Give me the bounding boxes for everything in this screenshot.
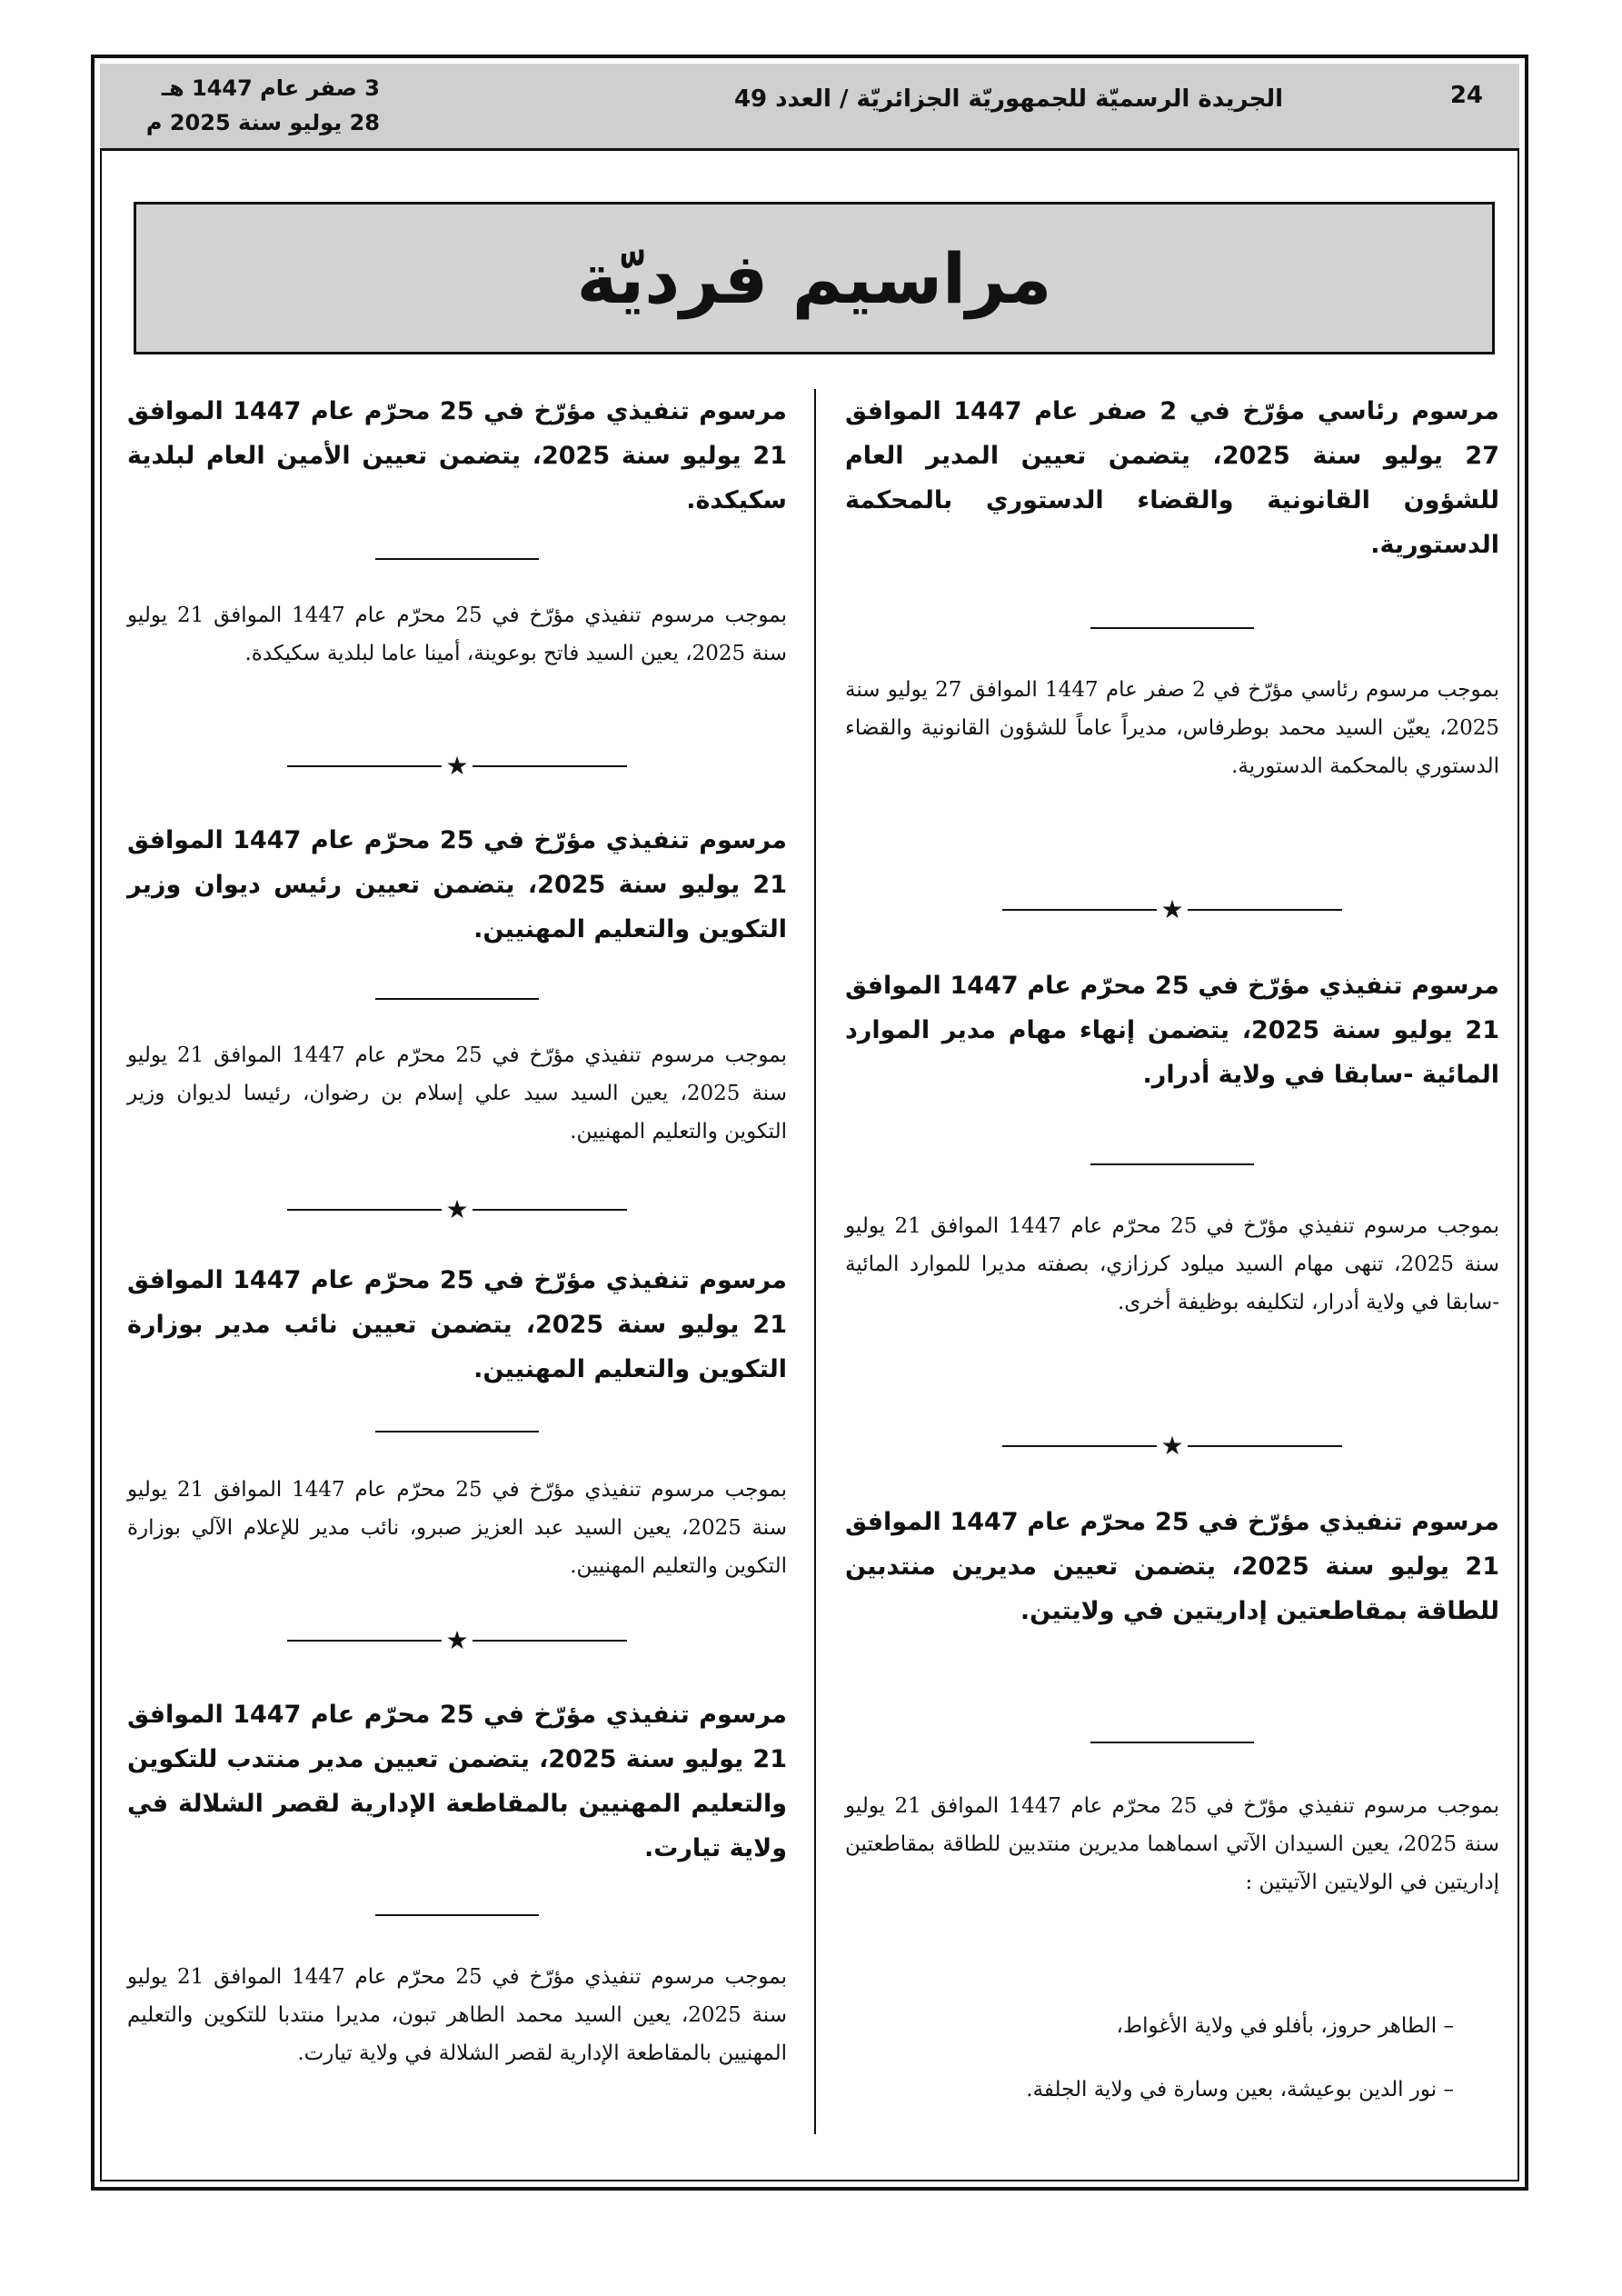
star-icon: ★: [445, 1625, 469, 1655]
decree-6-body: [127, 1471, 787, 1585]
decree-5: [127, 818, 787, 952]
short-rule: [1090, 1163, 1254, 1165]
short-rule-7: [127, 1914, 787, 1916]
decree-body: بموجب مرسوم تنفيذي مؤرّخ في 25 محرّم عام 1447 الموافق 21 يوليو سنة 2025، يعين السيد فاتح بوعوينة، أمينا عاما لبلدية سكيكدة.: [127, 604, 787, 665]
decree-2: [845, 963, 1499, 1097]
page-header: [100, 64, 1519, 151]
decree-1-body: [845, 671, 1499, 785]
star-icon: ★: [1160, 1431, 1184, 1461]
decree-body: بموجب مرسوم تنفيذي مؤرّخ في 25 محرّم عام 1447 الموافق 21 يوليو سنة 2025، يعين السيدان الآتي اسماهما مديرين منتدبين للطاقة بمقاطعتين إداريتين في الولايتين الآتيتين :: [845, 1794, 1500, 1894]
decree-body: بموجب مرسوم تنفيذي مؤرّخ في 25 محرّم عام 1447 الموافق 21 يوليو سنة 2025، تنهى مهام السيد ميلود كرزازي، بصفته مديرا للموارد المائية -سابقا في ولاية أدرار، لتكليفه بوظيفة أخرى.: [845, 1214, 1500, 1314]
section-title: مراسيم فرديّة: [576, 237, 1052, 319]
short-rule: [1090, 1742, 1254, 1743]
star-icon: ★: [1160, 894, 1184, 924]
short-rule: [375, 558, 539, 560]
short-rule-5: [127, 998, 787, 1000]
star-separator-5: [127, 1627, 787, 1654]
decree-1: [845, 389, 1499, 567]
decree-5-body: [127, 1036, 787, 1151]
star-separator-3: [127, 753, 787, 780]
short-rule-3: [845, 1742, 1499, 1743]
short-rule-6: [127, 1431, 787, 1433]
decree-title: مرسوم تنفيذي مؤرّخ في 25 محرّم عام 1447 الموافق 21 يوليو سنة 2025، يتضمن تعيين رئيس ديوان وزير التكوين والتعليم المهنيين.: [127, 826, 787, 943]
decree-body: بموجب مرسوم تنفيذي مؤرّخ في 25 محرّم عام 1447 الموافق 21 يوليو سنة 2025، يعين السيد عبد العزيز صبرو، نائب مدير للإعلام الآلي بوزارة التكوين والتعليم المهنيين.: [127, 1478, 787, 1578]
star-separator-1: [845, 896, 1499, 923]
list-item: – نور الدين بوعيشة، بعين وسارة في ولاية الجلفة.: [1026, 2078, 1454, 2101]
date-gregorian: 28 يوليو سنة 2025 م: [145, 110, 380, 135]
separator-line: [1002, 1445, 1157, 1447]
decree-title: مرسوم تنفيذي مؤرّخ في 25 محرّم عام 1447 الموافق 21 يوليو سنة 2025، يتضمن إنهاء مهام مدير الموارد المائية -سابقا في ولاية أدرار.: [845, 972, 1499, 1089]
decree-title: مرسوم تنفيذي مؤرّخ في 25 محرّم عام 1447 الموافق 21 يوليو سنة 2025، يتضمن تعيين الأمين العام لبلدية سكيكدة.: [127, 397, 787, 514]
list-item: – الطاهر حروز، بأفلو في ولاية الأغواط،: [1116, 2014, 1454, 2038]
decree-4-body: [127, 596, 787, 673]
star-separator-2: [845, 1433, 1499, 1460]
decree-4: [127, 389, 787, 523]
decree-body: بموجب مرسوم رئاسي مؤرّخ في 2 صفر عام 1447 الموافق 27 يوليو سنة 2025، يعيّن السيد محمد بوطرفاس، مديراً عاماً للشؤون القانونية والقضاء الدستوري بالمحكمة الدستورية.: [845, 678, 1500, 778]
short-rule: [1090, 627, 1254, 629]
decree-title: مرسوم تنفيذي مؤرّخ في 25 محرّم عام 1447 الموافق 21 يوليو سنة 2025، يتضمن تعيين مديرين منتدبين للطاقة بمقاطعتين إداريتين في ولايتين.: [845, 1508, 1499, 1625]
short-rule-4: [127, 558, 787, 560]
short-rule: [375, 1431, 539, 1433]
separator-line: [1002, 909, 1157, 911]
short-rule: [375, 998, 539, 1000]
decree-7-body: [127, 1958, 787, 2072]
separator-line: [1188, 1445, 1342, 1447]
section-title-box: [134, 202, 1495, 354]
decree-title: مرسوم تنفيذي مؤرّخ في 25 محرّم عام 1447 الموافق 21 يوليو سنة 2025، يتضمن تعيين مدير منتدب للتكوين والتعليم المهنيين بالمقاطعة الإدارية لقصر الشلالة في ولاية تيارت.: [127, 1701, 787, 1862]
decree-3-body: [845, 1787, 1499, 1902]
decree-body: بموجب مرسوم تنفيذي مؤرّخ في 25 محرّم عام 1447 الموافق 21 يوليو سنة 2025، يعين السيد محمد الطاهر تبون، مديرا منتدبا للتكوين والتعليم المهنيين بالمقاطعة الإدارية لقصر الشلالة في ولاية تيارت.: [127, 1965, 787, 2065]
appointee-list: [845, 2007, 1499, 2109]
separator-line: [287, 765, 442, 767]
short-rule: [375, 1914, 539, 1916]
star-icon: ★: [445, 751, 469, 781]
short-rule-1: [845, 627, 1499, 629]
separator-line: [473, 1209, 627, 1211]
issue-dates: [125, 71, 380, 140]
page-number: 24: [1449, 82, 1483, 109]
gazette-title: الجريدة الرسميّة للجمهوريّة الجزائريّة / العدد 49: [733, 85, 1284, 113]
decree-7: [127, 1692, 787, 1871]
decree-2-body: [845, 1207, 1499, 1322]
decree-title: مرسوم رئاسي مؤرّخ في 2 صفر عام 1447 الموافق 27 يوليو سنة 2025، يتضمن تعيين المدير العام للشؤون القانونية والقضاء الدستوري بالمحكمة الدستورية.: [845, 397, 1500, 559]
star-separator-4: [127, 1196, 787, 1223]
decree-title: مرسوم تنفيذي مؤرّخ في 25 محرّم عام 1447 الموافق 21 يوليو سنة 2025، يتضمن تعيين نائب مدير بوزارة التكوين والتعليم المهنيين.: [127, 1266, 787, 1383]
separator-line: [287, 1209, 442, 1211]
short-rule-2: [845, 1163, 1499, 1165]
decree-3: [845, 1500, 1499, 1633]
decree-body: بموجب مرسوم تنفيذي مؤرّخ في 25 محرّم عام 1447 الموافق 21 يوليو سنة 2025، يعين السيد سيد علي إسلام بن رضوان، رئيسا لديوان وزير التكوين والتعليم المهنيين.: [127, 1043, 787, 1143]
star-icon: ★: [445, 1194, 469, 1224]
separator-line: [473, 765, 627, 767]
column-divider: [814, 389, 816, 2134]
separator-line: [287, 1640, 442, 1642]
decree-6: [127, 1258, 787, 1392]
separator-line: [473, 1640, 627, 1642]
separator-line: [1188, 909, 1342, 911]
date-hijri: 3 صفر عام 1447 هـ: [161, 75, 380, 101]
